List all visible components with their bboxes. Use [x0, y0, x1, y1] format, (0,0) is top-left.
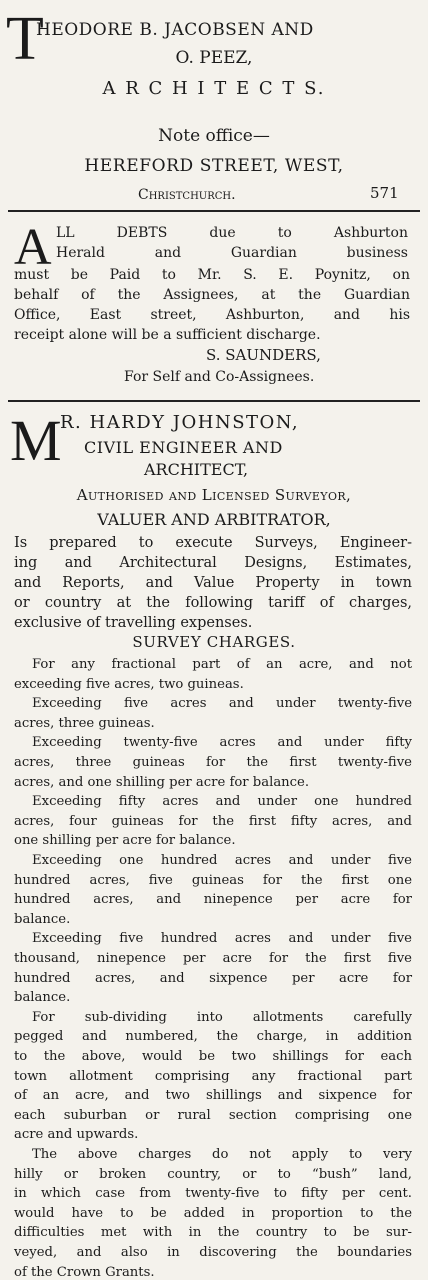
- notice-signature-sub: For Self and Co-Assignees.: [124, 369, 315, 385]
- survey-charge-line: balance.: [14, 990, 71, 1006]
- survey-charge-line: in which case from twenty-five to fifty per cent.: [14, 1186, 412, 1202]
- survey-charge-line: hundred acres, and sixpence per acre for: [14, 970, 412, 986]
- survey-charge-line: veyed, and also in discovering the boundaries: [14, 1245, 412, 1260]
- intro-line-1: Is prepared to execute Surveys, Engineer-: [14, 535, 412, 551]
- intro-line-5: exclusive of travelling expenses.: [14, 615, 253, 631]
- survey-charges-heading: SURVEY CHARGES.: [132, 633, 296, 651]
- notice-line-5: Office, East street, Ashburton, and his: [14, 307, 410, 323]
- drop-cap-a: A: [14, 219, 52, 276]
- survey-charge-line: acres, three guineas.: [14, 715, 155, 731]
- city-name: Christchurch.: [138, 187, 236, 203]
- notice-signature: S. SAUNDERS,: [206, 346, 321, 364]
- survey-charge-line: thousand, ninepence per acre for the first five: [14, 951, 412, 966]
- valuer-arbitrator-line: VALUER AND ARBITRATOR,: [97, 510, 331, 529]
- survey-charge-line: town allotment comprising any fractional part: [14, 1068, 412, 1084]
- survey-charge-line: difficulties met with in the country to be sur-: [14, 1225, 412, 1241]
- intro-line-2: ing and Architectural Designs, Estimates,: [14, 555, 412, 571]
- profession-title: A R C H I T E C T S.: [102, 78, 326, 99]
- johnston-heading-line-2: CIVIL ENGINEER AND: [84, 438, 283, 457]
- jacobsen-peez-architects-ad: [0, 0, 428, 210]
- intro-line-3: and Reports, and Value Property in town: [14, 575, 412, 591]
- survey-charge-line: exceeding five acres, two guineas.: [14, 676, 244, 692]
- survey-charge-line: For any fractional part of an acre, and not: [32, 657, 412, 672]
- survey-charge-line: The above charges do not apply to very: [32, 1147, 412, 1162]
- notice-line-2: Herald and Guardian business: [56, 245, 408, 261]
- johnston-heading-line-3: ARCHITECT,: [144, 460, 249, 479]
- hardy-johnston-surveyor-ad: [0, 402, 428, 1280]
- licensed-surveyor-line: Authorised and Licensed Surveyor,: [76, 486, 352, 504]
- survey-charge-line: one shilling per acre for balance.: [14, 833, 236, 849]
- johnston-heading-line-1: R. HARDY JOHNSTON,: [60, 412, 300, 433]
- survey-charge-line: Exceeding one hundred acres and under five: [32, 853, 412, 868]
- survey-charge-line: to the above, would be two shillings for each: [14, 1049, 412, 1064]
- ashburton-debts-notice: [0, 212, 428, 400]
- intro-line-4: or country at the following tariff of charges,: [14, 595, 412, 611]
- survey-charge-line: Exceeding five hundred acres and under five: [32, 931, 412, 947]
- survey-charge-line: acre and upwards.: [14, 1127, 139, 1143]
- survey-charge-line: acres, and one shilling per acre for balance.: [14, 774, 310, 790]
- survey-charge-line: acres, three guineas for the first twenty-five: [14, 755, 412, 770]
- notice-line-3: must be Paid to Mr. S. E. Poynitz, on: [14, 267, 410, 283]
- survey-charge-line: acres, four guineas for the first fifty acres, and: [14, 813, 412, 829]
- drop-cap-t: T: [6, 5, 44, 73]
- survey-charge-line: For sub-dividing into allotments carefully: [32, 1009, 412, 1025]
- ad-reference-number: 571: [370, 184, 399, 202]
- survey-charge-line: each suburban or rural section comprising one: [14, 1107, 412, 1123]
- drop-cap-m: M: [10, 408, 62, 473]
- survey-charge-line: of an acre, and two shillings and sixpence for: [14, 1088, 412, 1104]
- survey-charge-line: Exceeding five acres and under twenty-five: [32, 696, 412, 712]
- survey-charge-line: of the Crown Grants.: [14, 1264, 155, 1280]
- notice-line-4: behalf of the Assignees, at the Guardian: [14, 287, 410, 303]
- office-label: Note office—: [158, 126, 270, 146]
- ad-heading-line-1: HEODORE B. JACOBSEN AND: [36, 20, 314, 40]
- survey-charge-line: hundred acres, five guineas for the first one: [14, 872, 412, 888]
- survey-charge-line: Exceeding twenty-five acres and under fifty: [32, 735, 412, 751]
- notice-line-6: receipt alone will be a sufficient discharge.: [14, 327, 321, 343]
- ad-heading-line-2: O. PEEZ,: [175, 48, 253, 68]
- survey-charge-line: pegged and numbered, the charge, in addition: [14, 1029, 412, 1045]
- notice-line-1: LL DEBTS due to Ashburton: [56, 225, 408, 241]
- survey-charge-line: balance.: [14, 911, 71, 927]
- survey-charge-line: Exceeding fifty acres and under one hundred: [32, 794, 412, 810]
- survey-charge-line: hundred acres, and ninepence per acre for: [14, 892, 412, 908]
- survey-charge-line: would have to be added in proportion to the: [14, 1205, 412, 1221]
- street-address: HEREFORD STREET, WEST,: [84, 156, 344, 176]
- survey-charge-line: hilly or broken country, or to “bush” land,: [14, 1166, 412, 1182]
